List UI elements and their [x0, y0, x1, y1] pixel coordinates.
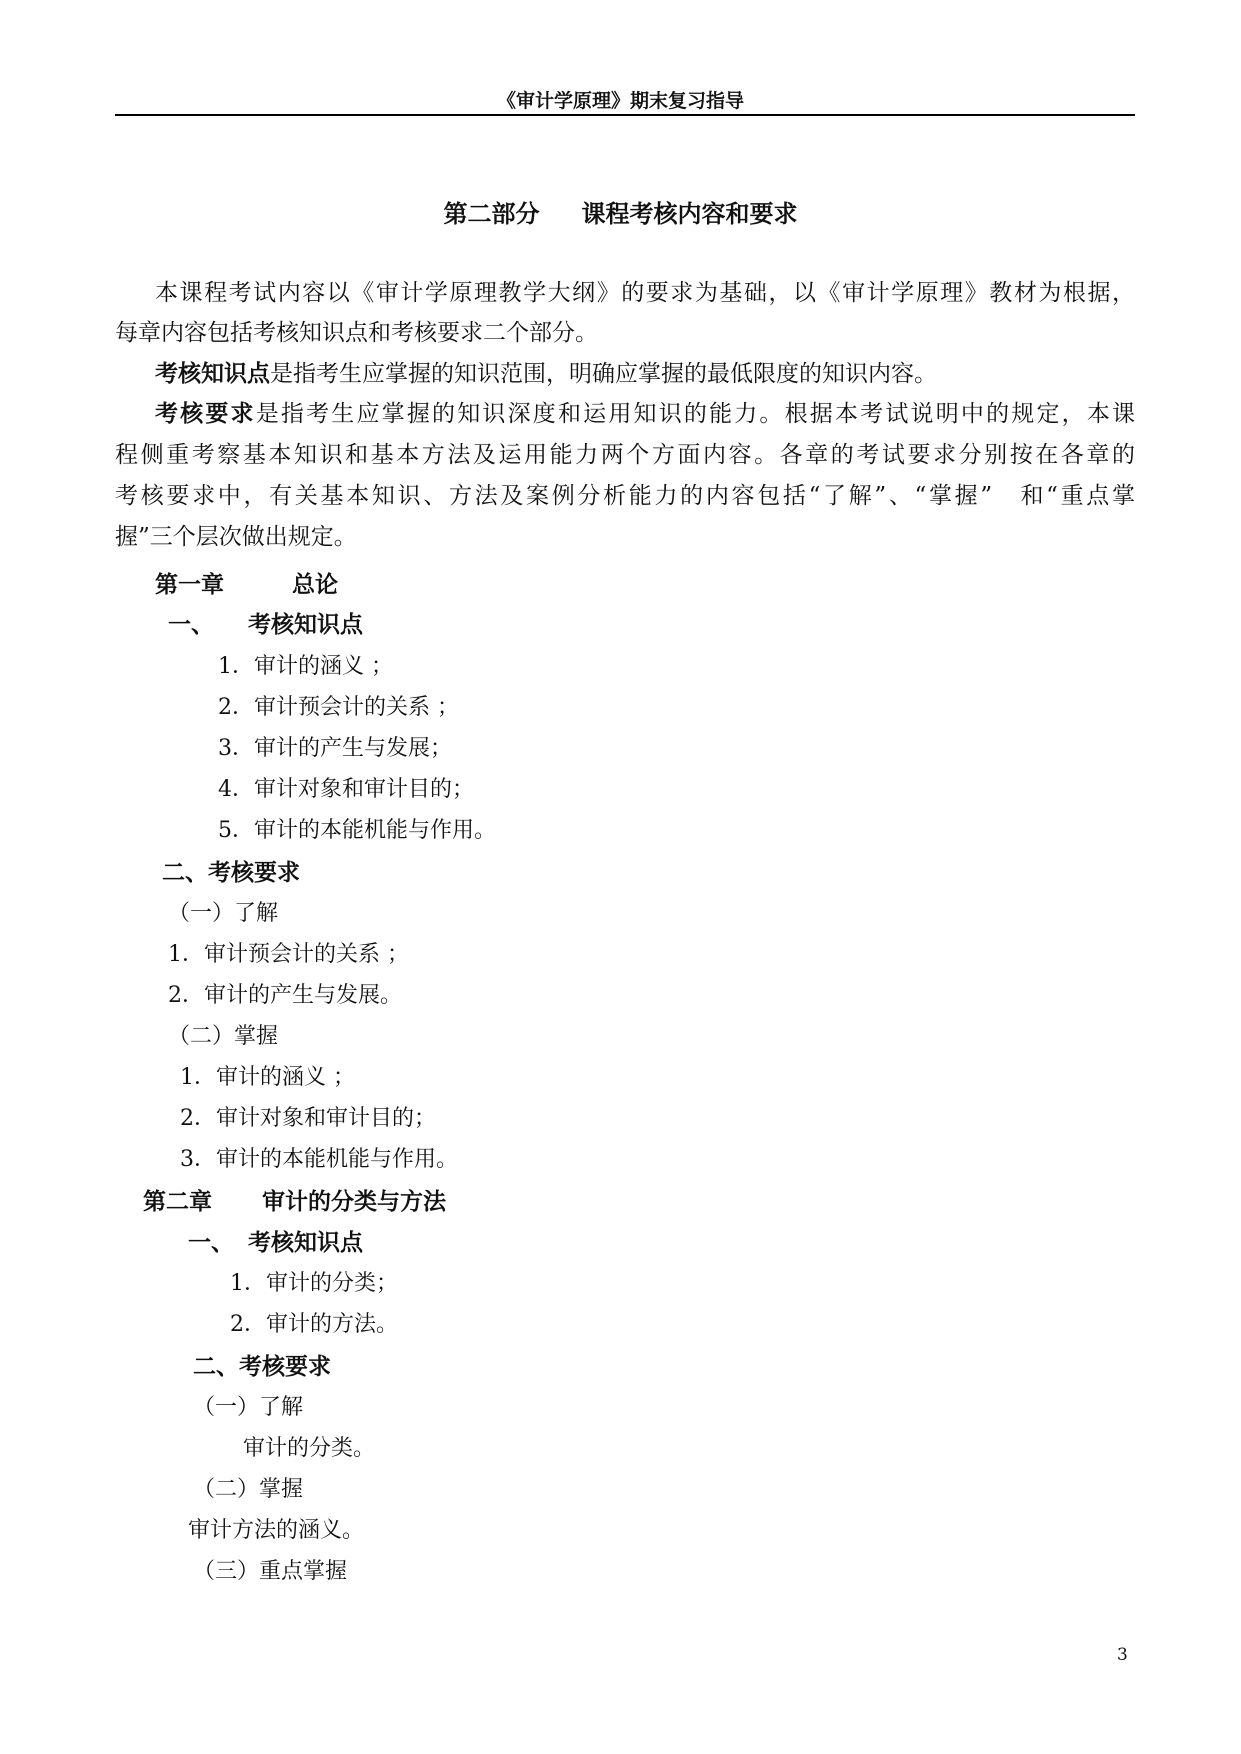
chapter-1-number: 第一章	[155, 571, 224, 598]
ch1-point-3: 3．审计的产生与发展；	[218, 736, 452, 761]
ch1-understand-item-2: 2．审计的产生与发展。	[168, 983, 402, 1008]
ch1-point-1: 1．审计的涵义 ；	[218, 654, 393, 679]
part-title-number: 第二部分	[443, 199, 540, 228]
chapter-2-number: 第二章	[143, 1188, 212, 1215]
ch2-master-text: 审计方法的涵义。	[188, 1518, 365, 1543]
ch1-master-item-1: 1．审计的涵义 ；	[180, 1065, 355, 1090]
ch1-section-2-title: 二、考核要求	[162, 859, 300, 886]
header-rule	[115, 114, 1135, 116]
ch2-key-master-label: （三）重点掌握	[193, 1559, 348, 1584]
requirements-definition: 是指考生应掌握的知识深度和运用知识的能力。根据本考试说明中的规定，本课	[255, 401, 1136, 427]
ch2-section-2-title: 二、考核要求	[193, 1353, 331, 1380]
ch1-understand-item-1: 1．审计预会计的关系 ；	[168, 942, 409, 967]
ch1-section-1-number: 一、	[168, 611, 214, 638]
ch2-master-label: （二）掌握	[193, 1477, 304, 1502]
ch2-understand-text: 审计的分类。	[243, 1436, 376, 1461]
intro-knowledge-points	[155, 362, 937, 386]
ch1-master-label: （二）掌握	[168, 1024, 279, 1049]
intro-line-4: 程侧重考察基本知识和基本方法及运用能力两个方面内容。各章的考试要求分别按在各章的	[115, 442, 1135, 468]
ch1-section-1-title: 考核知识点	[248, 611, 363, 638]
ch1-point-2: 2．审计预会计的关系 ；	[218, 695, 459, 720]
term-knowledge-points: 考核知识点	[155, 360, 270, 387]
page-number: 3	[1117, 1645, 1128, 1665]
intro-line-6: 握”三个层次做出规定。	[115, 524, 357, 550]
intro-line-5: 考核要求中，有关基本知识、方法及案例分析能力的内容包括“了解”、“掌握” 和“重点掌	[115, 483, 1135, 509]
ch1-understand-label: （一）了解	[168, 901, 279, 926]
chapter-1-title: 总论	[292, 571, 338, 598]
chapter-2-title: 审计的分类与方法	[262, 1188, 446, 1215]
intro-requirements	[155, 402, 1135, 426]
part-title	[0, 194, 1241, 229]
intro-line-2: 每章内容包括考核知识点和考核要求二个部分。	[115, 320, 598, 346]
term-requirements: 考核要求	[155, 400, 256, 427]
ch1-master-item-3: 3．审计的本能机能与作用。	[180, 1147, 458, 1172]
ch2-point-1: 1．审计的分类；	[230, 1271, 398, 1296]
ch1-point-4: 4．审计对象和审计目的；	[218, 777, 474, 802]
ch2-point-2: 2．审计的方法。	[230, 1312, 398, 1337]
knowledge-points-definition: 是指考生应掌握的知识范围，明确应掌握的最低限度的知识内容。	[270, 361, 937, 387]
page-header: 《审计学原理》期末复习指导	[496, 90, 744, 112]
ch2-section-1-number: 一、	[188, 1229, 234, 1256]
intro-line-1: 本课程考试内容以《审计学原理教学大纲》的要求为基础，以《审计学原理》教材为根据，	[155, 280, 1135, 306]
ch2-understand-label: （一）了解	[193, 1395, 304, 1420]
ch1-master-item-2: 2．审计对象和审计目的；	[180, 1106, 436, 1131]
ch1-point-5: 5．审计的本能机能与作用。	[218, 818, 496, 843]
ch2-section-1-title: 考核知识点	[248, 1229, 363, 1256]
part-title-name: 课程考核内容和要求	[581, 199, 798, 228]
